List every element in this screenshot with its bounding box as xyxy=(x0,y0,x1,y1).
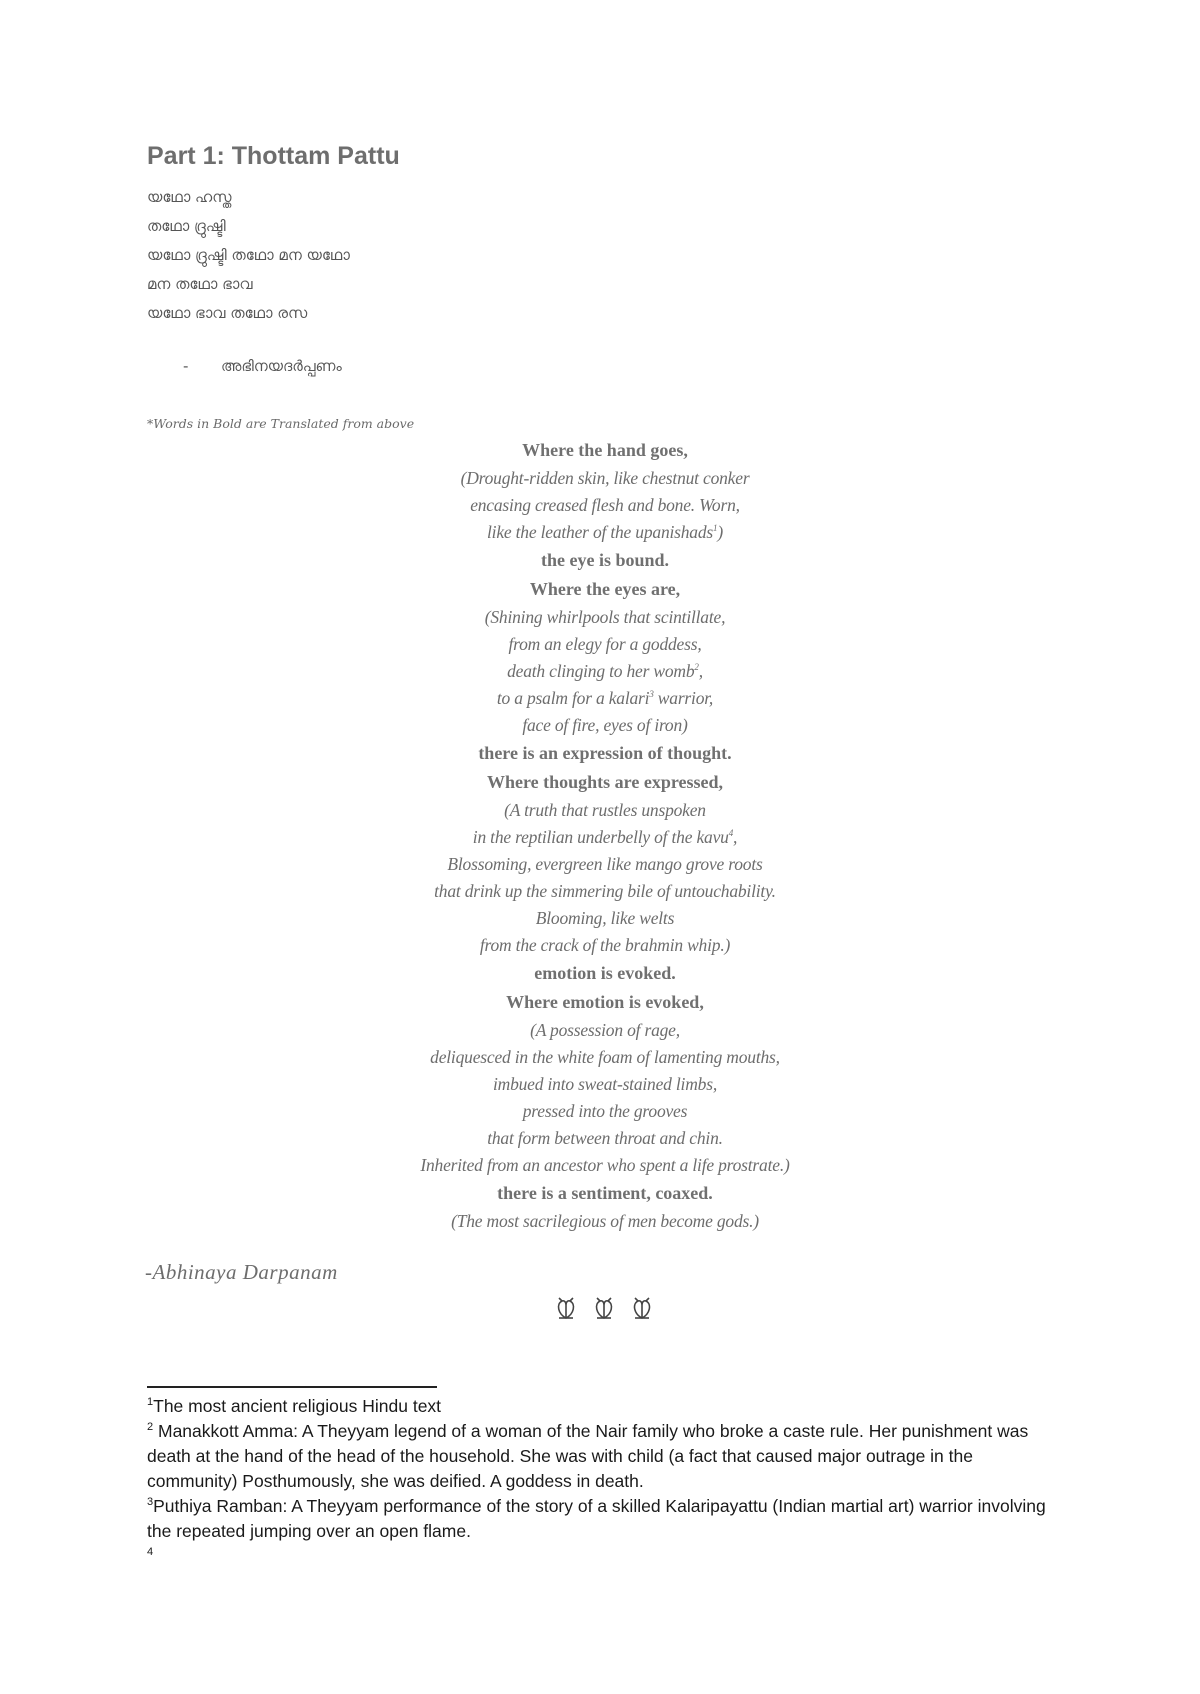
malayalam-verse xyxy=(147,183,747,328)
footnote xyxy=(147,1419,1062,1494)
malayalam-attribution xyxy=(183,357,342,375)
poem-line-text: (The most sacrilegious of men become gods.) xyxy=(451,1211,759,1231)
footnote xyxy=(147,1394,1062,1419)
poem-line-bold xyxy=(300,575,910,604)
footnote-ref: 1 xyxy=(713,523,718,534)
poem-line-text: Where emotion is evoked, xyxy=(506,992,704,1012)
malayalam-line: യഥോ ഹസ്ത xyxy=(147,188,232,206)
ornament-divider xyxy=(553,1296,663,1327)
poem-line-text: emotion is evoked. xyxy=(534,963,676,983)
poem-line-italic xyxy=(300,465,910,492)
poem-line-text: Where the hand goes, xyxy=(522,440,688,460)
poem-line-text: that drink up the simmering bile of untouchability. xyxy=(434,881,776,901)
poem-line-bold xyxy=(300,988,910,1017)
poem-line-italic xyxy=(300,1017,910,1044)
footnote-mark: 4 xyxy=(147,1546,154,1559)
attribution-text: അഭിനയദർപ്പണം xyxy=(221,357,342,375)
malayalam-line: യഥോ ഭാവ തഥോ രസ xyxy=(147,304,308,322)
footnote-ref: 3 xyxy=(649,689,654,700)
flower-ornament-icon xyxy=(591,1296,617,1322)
poem-line-italic xyxy=(300,1044,910,1071)
malayalam-line: തഥോ ദ്രുഷ്ടി xyxy=(147,217,226,235)
footnote-ref: 2 xyxy=(694,662,699,673)
poem-line-bold xyxy=(300,546,910,575)
poem-line-text: Inherited from an ancestor who spent a life prostrate.) xyxy=(420,1155,790,1175)
poem-line-text: there is a sentiment, coaxed. xyxy=(497,1183,713,1203)
footnote-mark: 3 xyxy=(147,1496,154,1509)
poem-line-italic xyxy=(300,1125,910,1152)
poem-line-text: Where thoughts are expressed, xyxy=(487,772,723,792)
poem-line-text: that form between throat and chin. xyxy=(487,1128,723,1148)
poem-line-italic xyxy=(300,797,910,824)
poem-line-text: Blooming, like welts xyxy=(535,908,675,928)
poem-line-tail: warrior, xyxy=(653,688,714,708)
page-title: Part 1: Thottam Pattu xyxy=(147,142,400,170)
poem-line-text: like the leather of the upanishads xyxy=(487,522,714,542)
poem-line-italic xyxy=(300,1098,910,1125)
flower-ornament-icon xyxy=(553,1296,579,1322)
poem-line-text: from the crack of the brahmin whip.) xyxy=(479,935,731,955)
poem-line-text: encasing creased flesh and bone. Worn, xyxy=(470,495,740,515)
poem-line-text: (A possession of rage, xyxy=(530,1020,680,1040)
poem-line-bold xyxy=(300,1179,910,1208)
poem-line-text: Blossoming, evergreen like mango grove roots xyxy=(447,854,763,874)
poem-line-bold xyxy=(300,739,910,768)
poem-line-text: imbued into sweat-stained limbs, xyxy=(492,1074,717,1094)
poem-line-italic xyxy=(300,1208,910,1235)
poem-line-tail: ) xyxy=(717,522,723,542)
poem-line-italic xyxy=(300,905,910,932)
poem-line-text: in the reptilian underbelly of the kavu xyxy=(472,827,729,847)
poem-line-text: Where the eyes are, xyxy=(529,579,681,599)
poem-line-italic xyxy=(300,712,910,739)
poem-line-tail: , xyxy=(698,661,703,681)
footnotes xyxy=(147,1394,1062,1569)
footnote-mark: 1 xyxy=(147,1396,154,1409)
poem xyxy=(300,436,910,1235)
poem-line-bold xyxy=(300,959,910,988)
poem-line-italic xyxy=(300,932,910,959)
poem-line-text: (Drought-ridden skin, like chestnut conker xyxy=(460,468,750,488)
poem-line-bold xyxy=(300,768,910,797)
translation-note: *Words in Bold are Translated from above xyxy=(147,416,415,431)
footnote-separator xyxy=(147,1386,437,1388)
footnote-ref: 4 xyxy=(728,828,734,839)
poem-line-text: death clinging to her womb xyxy=(507,661,695,681)
poem-line-text: there is an expression of thought. xyxy=(478,743,732,763)
poem-line-italic xyxy=(300,492,910,519)
poem-line-tail: , xyxy=(733,827,738,847)
signoff: -Abhinaya Darpanam xyxy=(145,1260,338,1284)
malayalam-line: യഥോ ദ്രുഷ്ടി തഥോ മന യഥോ xyxy=(147,246,350,264)
footnote-text: Manakkott Amma: A Theyyam legend of a woman of the Nair family who broke a caste rule. Her punishment was death at the hand of the head of the household. She was with child (a fact that caused major outrage in the community) Posthumously, she was deified. A goddess in death. xyxy=(147,1421,1029,1491)
poem-line-italic xyxy=(300,658,910,685)
poem-line-italic xyxy=(300,851,910,878)
poem-line-italic xyxy=(300,824,910,851)
poem-line-bold xyxy=(300,436,910,465)
poem-line-italic xyxy=(300,519,910,546)
poem-line-text: deliquesced in the white foam of lamenting mouths, xyxy=(430,1047,780,1067)
poem-line-text: the eye is bound. xyxy=(540,550,670,570)
poem-line-italic xyxy=(300,685,910,712)
footnote-text: The most ancient religious Hindu text xyxy=(153,1396,442,1416)
footnote-text: Puthiya Ramban: A Theyyam performance of the story of a skilled Kalaripayattu (Indian martial art) warrior involving the repeated jumping over an open flame. xyxy=(147,1496,1046,1541)
footnote xyxy=(147,1494,1062,1544)
attribution-dash: - xyxy=(183,357,189,375)
poem-line-italic xyxy=(300,604,910,631)
poem-line-italic xyxy=(300,1071,910,1098)
poem-line-italic xyxy=(300,1152,910,1179)
poem-line-text: face of fire, eyes of iron) xyxy=(522,715,688,735)
poem-line-text: (Shining whirlpools that scintillate, xyxy=(484,607,726,627)
poem-line-italic xyxy=(300,878,910,905)
poem-line-italic xyxy=(300,631,910,658)
poem-line-text: from an elegy for a goddess, xyxy=(508,634,702,654)
flower-ornament-icon xyxy=(629,1296,655,1322)
poem-line-text: (A truth that rustles unspoken xyxy=(504,800,706,820)
footnote-mark: 2 xyxy=(147,1421,154,1434)
footnote xyxy=(147,1544,1062,1569)
poem-line-text: to a psalm for a kalari xyxy=(496,688,650,708)
malayalam-line: മന തഥോ ഭാവ xyxy=(147,275,253,293)
poem-line-text: pressed into the grooves xyxy=(522,1101,688,1121)
